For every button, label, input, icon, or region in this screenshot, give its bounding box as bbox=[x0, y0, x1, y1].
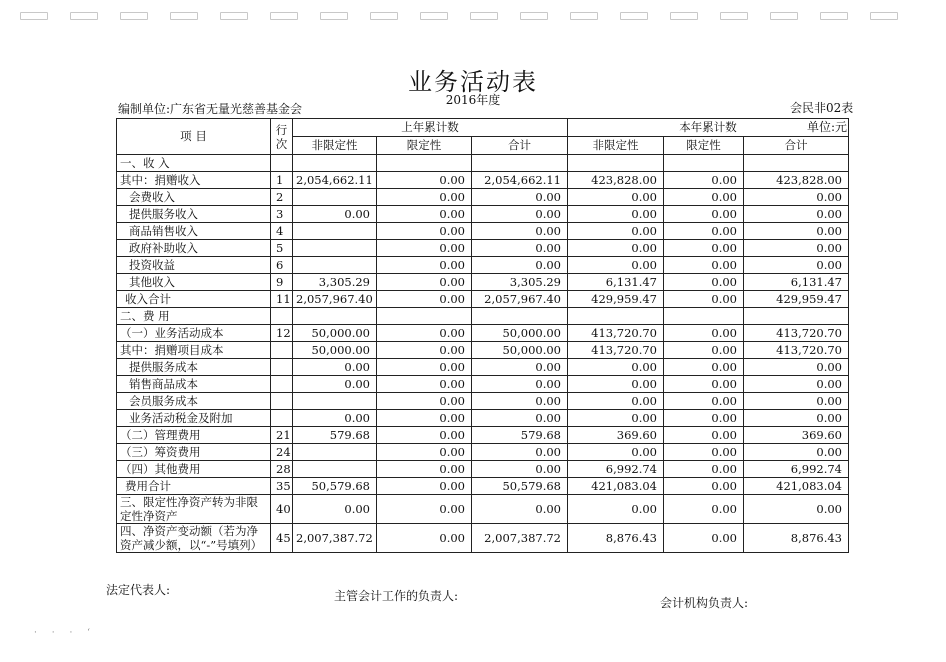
cell-this-total: 0.00 bbox=[744, 495, 849, 524]
table-row bbox=[117, 172, 849, 189]
cell-prev-restricted: 0.00 bbox=[377, 444, 472, 461]
cell-this-total: 413,720.70 bbox=[744, 342, 849, 359]
cell-this-restricted: 0.00 bbox=[664, 274, 744, 291]
row-item-label: 其中：捐赠项目成本 bbox=[117, 342, 271, 359]
cell-prev-total: 0.00 bbox=[472, 410, 568, 427]
row-item-label: 其他收入 bbox=[117, 274, 271, 291]
cell-this-unrestricted: 0.00 bbox=[568, 495, 664, 524]
cell-this-total: 6,992.74 bbox=[744, 461, 849, 478]
cell-prev-restricted: 0.00 bbox=[377, 206, 472, 223]
table-row bbox=[117, 257, 849, 274]
cell-this-unrestricted: 0.00 bbox=[568, 393, 664, 410]
cell-this-unrestricted: 429,959.47 bbox=[568, 291, 664, 308]
table-row bbox=[117, 393, 849, 410]
row-line-number bbox=[271, 410, 293, 427]
organization-label: 编制单位:广东省无量光慈善基金会 bbox=[118, 102, 303, 116]
cell-prev-total: 0.00 bbox=[472, 444, 568, 461]
activity-statement-table bbox=[116, 118, 849, 553]
cell-prev-total: 579.68 bbox=[472, 427, 568, 444]
scan-noise: · · · ‘ bbox=[34, 628, 97, 638]
row-item-label: （三）筹资费用 bbox=[117, 444, 271, 461]
cell-prev-unrestricted: 0.00 bbox=[293, 495, 377, 524]
row-line-number bbox=[271, 342, 293, 359]
cell-this-unrestricted: 413,720.70 bbox=[568, 342, 664, 359]
cell-this-total: 8,876.43 bbox=[744, 524, 849, 553]
header-row-1 bbox=[117, 119, 849, 137]
row-line-number: 35 bbox=[271, 478, 293, 495]
table-row bbox=[117, 291, 849, 308]
header-prev-restricted: 限定性 bbox=[377, 137, 472, 155]
cell-prev-unrestricted: 3,305.29 bbox=[293, 274, 377, 291]
cell-prev-restricted: 0.00 bbox=[377, 524, 472, 553]
cell-prev-unrestricted: 0.00 bbox=[293, 206, 377, 223]
row-item-label: 销售商品成本 bbox=[117, 376, 271, 393]
cell-this-restricted: 0.00 bbox=[664, 342, 744, 359]
table-row bbox=[117, 410, 849, 427]
cell-this-unrestricted: 8,876.43 bbox=[568, 524, 664, 553]
cell-this-unrestricted: 423,828.00 bbox=[568, 172, 664, 189]
cell-prev-total: 0.00 bbox=[472, 359, 568, 376]
cell-prev-total: 50,579.68 bbox=[472, 478, 568, 495]
cell-this-restricted: 0.00 bbox=[664, 189, 744, 206]
table-row bbox=[117, 206, 849, 223]
row-item-label: 提供服务成本 bbox=[117, 359, 271, 376]
cell-this-total: 369.60 bbox=[744, 427, 849, 444]
cell-prev-unrestricted bbox=[293, 257, 377, 274]
form-code: 会民非02表 bbox=[790, 101, 854, 115]
cell-prev-total: 0.00 bbox=[472, 240, 568, 257]
cell-prev-restricted: 0.00 bbox=[377, 410, 472, 427]
row-line-number: 40 bbox=[271, 495, 293, 524]
row-line-number: 21 bbox=[271, 427, 293, 444]
header-this-restricted: 限定性 bbox=[664, 137, 744, 155]
cell-prev-total: 3,305.29 bbox=[472, 274, 568, 291]
cell-prev-unrestricted: 50,000.00 bbox=[293, 342, 377, 359]
table-row bbox=[117, 308, 849, 325]
row-item-label: 政府补助收入 bbox=[117, 240, 271, 257]
table-row bbox=[117, 376, 849, 393]
cell-prev-restricted: 0.00 bbox=[377, 257, 472, 274]
cell-prev-restricted: 0.00 bbox=[377, 291, 472, 308]
cell-this-restricted: 0.00 bbox=[664, 376, 744, 393]
cell-prev-restricted: 0.00 bbox=[377, 325, 472, 342]
cell-this-unrestricted: 0.00 bbox=[568, 189, 664, 206]
cell-prev-total: 2,054,662.11 bbox=[472, 172, 568, 189]
cell-this-unrestricted: 0.00 bbox=[568, 410, 664, 427]
cell-this-restricted: 0.00 bbox=[664, 461, 744, 478]
cell-this-unrestricted: 421,083.04 bbox=[568, 478, 664, 495]
row-item-label: 一、收 入 bbox=[117, 155, 271, 172]
table-row bbox=[117, 189, 849, 206]
table-row bbox=[117, 342, 849, 359]
cell-this-unrestricted bbox=[568, 155, 664, 172]
cell-this-restricted bbox=[664, 155, 744, 172]
cell-prev-total: 0.00 bbox=[472, 461, 568, 478]
cell-prev-unrestricted: 0.00 bbox=[293, 359, 377, 376]
row-item-label: 二、费 用 bbox=[117, 308, 271, 325]
row-line-number bbox=[271, 359, 293, 376]
table-row bbox=[117, 495, 849, 524]
row-line-number bbox=[271, 393, 293, 410]
cell-this-total: 0.00 bbox=[744, 240, 849, 257]
cell-this-unrestricted: 0.00 bbox=[568, 444, 664, 461]
cell-prev-restricted: 0.00 bbox=[377, 223, 472, 240]
accounting-org-head-label: 会计机构负责人: bbox=[660, 596, 749, 610]
cell-prev-restricted: 0.00 bbox=[377, 393, 472, 410]
cell-this-restricted: 0.00 bbox=[664, 359, 744, 376]
currency-unit: 单位:元 bbox=[807, 120, 848, 134]
row-line-number: 45 bbox=[271, 524, 293, 553]
cell-this-total: 0.00 bbox=[744, 410, 849, 427]
cell-this-unrestricted bbox=[568, 308, 664, 325]
cell-this-unrestricted: 0.00 bbox=[568, 240, 664, 257]
cell-prev-restricted: 0.00 bbox=[377, 495, 472, 524]
report-year: 2016年度 bbox=[445, 93, 501, 107]
cell-prev-restricted: 0.00 bbox=[377, 189, 472, 206]
cell-prev-total: 50,000.00 bbox=[472, 342, 568, 359]
table-row bbox=[117, 478, 849, 495]
cell-prev-restricted: 0.00 bbox=[377, 478, 472, 495]
cell-prev-unrestricted: 0.00 bbox=[293, 410, 377, 427]
header-item: 项 目 bbox=[117, 119, 271, 155]
row-line-number: 3 bbox=[271, 206, 293, 223]
cell-prev-unrestricted: 50,000.00 bbox=[293, 325, 377, 342]
scan-border-marks bbox=[20, 12, 926, 22]
row-item-label: （四）其他费用 bbox=[117, 461, 271, 478]
cell-prev-unrestricted: 0.00 bbox=[293, 376, 377, 393]
row-line-number: 9 bbox=[271, 274, 293, 291]
cell-this-restricted: 0.00 bbox=[664, 240, 744, 257]
cell-this-restricted: 0.00 bbox=[664, 410, 744, 427]
cell-prev-unrestricted: 2,054,662.11 bbox=[293, 172, 377, 189]
table-row bbox=[117, 223, 849, 240]
cell-this-restricted: 0.00 bbox=[664, 393, 744, 410]
cell-this-restricted: 0.00 bbox=[664, 291, 744, 308]
cell-prev-unrestricted: 2,007,387.72 bbox=[293, 524, 377, 553]
cell-this-unrestricted: 6,131.47 bbox=[568, 274, 664, 291]
cell-this-restricted: 0.00 bbox=[664, 524, 744, 553]
accounting-head-label: 主管会计工作的负责人: bbox=[334, 589, 459, 603]
table-row bbox=[117, 427, 849, 444]
cell-prev-unrestricted bbox=[293, 444, 377, 461]
header-prev-year: 上年累计数 bbox=[293, 119, 568, 137]
cell-prev-unrestricted: 579.68 bbox=[293, 427, 377, 444]
row-line-number: 6 bbox=[271, 257, 293, 274]
cell-this-unrestricted: 0.00 bbox=[568, 223, 664, 240]
cell-this-unrestricted: 0.00 bbox=[568, 376, 664, 393]
cell-prev-unrestricted: 2,057,967.40 bbox=[293, 291, 377, 308]
cell-prev-unrestricted bbox=[293, 461, 377, 478]
row-line-number: 1 bbox=[271, 172, 293, 189]
legal-representative-label: 法定代表人: bbox=[106, 583, 171, 597]
row-line-number: 28 bbox=[271, 461, 293, 478]
cell-prev-total: 0.00 bbox=[472, 495, 568, 524]
cell-this-total: 0.00 bbox=[744, 206, 849, 223]
table-row bbox=[117, 444, 849, 461]
cell-prev-total bbox=[472, 155, 568, 172]
cell-prev-total: 0.00 bbox=[472, 257, 568, 274]
row-line-number bbox=[271, 308, 293, 325]
cell-prev-restricted: 0.00 bbox=[377, 359, 472, 376]
row-line-number bbox=[271, 155, 293, 172]
cell-this-total: 0.00 bbox=[744, 444, 849, 461]
cell-prev-unrestricted bbox=[293, 223, 377, 240]
cell-prev-restricted: 0.00 bbox=[377, 461, 472, 478]
cell-this-restricted: 0.00 bbox=[664, 495, 744, 524]
row-item-label: 费用合计 bbox=[117, 478, 271, 495]
cell-prev-unrestricted bbox=[293, 240, 377, 257]
cell-prev-total: 0.00 bbox=[472, 223, 568, 240]
header-this-total: 合计 bbox=[744, 137, 849, 155]
table-row bbox=[117, 274, 849, 291]
cell-prev-unrestricted bbox=[293, 189, 377, 206]
header-prev-unrestricted: 非限定性 bbox=[293, 137, 377, 155]
row-item-label: 会费收入 bbox=[117, 189, 271, 206]
cell-this-total: 0.00 bbox=[744, 393, 849, 410]
cell-prev-restricted: 0.00 bbox=[377, 172, 472, 189]
cell-this-total: 0.00 bbox=[744, 376, 849, 393]
cell-prev-total: 2,007,387.72 bbox=[472, 524, 568, 553]
row-line-number: 5 bbox=[271, 240, 293, 257]
header-line: 行次 bbox=[271, 119, 293, 155]
cell-this-unrestricted: 6,992.74 bbox=[568, 461, 664, 478]
cell-this-total: 6,131.47 bbox=[744, 274, 849, 291]
cell-this-unrestricted: 0.00 bbox=[568, 359, 664, 376]
cell-this-unrestricted: 369.60 bbox=[568, 427, 664, 444]
header-this-year: 本年累计数 bbox=[568, 119, 849, 137]
cell-prev-total: 0.00 bbox=[472, 189, 568, 206]
row-item-label: （二）管理费用 bbox=[117, 427, 271, 444]
row-line-number: 12 bbox=[271, 325, 293, 342]
cell-prev-total: 0.00 bbox=[472, 206, 568, 223]
cell-this-restricted: 0.00 bbox=[664, 325, 744, 342]
row-item-label: 业务活动税金及附加 bbox=[117, 410, 271, 427]
cell-this-total: 423,828.00 bbox=[744, 172, 849, 189]
cell-prev-unrestricted bbox=[293, 155, 377, 172]
cell-this-total: 0.00 bbox=[744, 223, 849, 240]
cell-prev-unrestricted: 50,579.68 bbox=[293, 478, 377, 495]
cell-this-unrestricted: 0.00 bbox=[568, 206, 664, 223]
cell-prev-restricted: 0.00 bbox=[377, 342, 472, 359]
row-item-label: （一）业务活动成本 bbox=[117, 325, 271, 342]
cell-prev-restricted: 0.00 bbox=[377, 240, 472, 257]
cell-prev-total: 50,000.00 bbox=[472, 325, 568, 342]
row-item-label: 商品销售收入 bbox=[117, 223, 271, 240]
header-this-unrestricted: 非限定性 bbox=[568, 137, 664, 155]
cell-prev-restricted bbox=[377, 155, 472, 172]
cell-this-restricted: 0.00 bbox=[664, 427, 744, 444]
cell-prev-restricted: 0.00 bbox=[377, 427, 472, 444]
cell-this-total bbox=[744, 155, 849, 172]
cell-this-restricted: 0.00 bbox=[664, 223, 744, 240]
row-line-number: 2 bbox=[271, 189, 293, 206]
table-row bbox=[117, 359, 849, 376]
row-line-number: 24 bbox=[271, 444, 293, 461]
header-prev-total: 合计 bbox=[472, 137, 568, 155]
table-row bbox=[117, 461, 849, 478]
cell-prev-restricted: 0.00 bbox=[377, 376, 472, 393]
row-item-label: 收入合计 bbox=[117, 291, 271, 308]
row-item-label: 提供服务收入 bbox=[117, 206, 271, 223]
cell-this-total bbox=[744, 308, 849, 325]
cell-prev-unrestricted bbox=[293, 393, 377, 410]
cell-this-total: 0.00 bbox=[744, 257, 849, 274]
table-row bbox=[117, 240, 849, 257]
table-row bbox=[117, 524, 849, 553]
row-line-number bbox=[271, 376, 293, 393]
cell-this-restricted: 0.00 bbox=[664, 478, 744, 495]
cell-prev-total bbox=[472, 308, 568, 325]
row-item-label: 其中：捐赠收入 bbox=[117, 172, 271, 189]
cell-this-unrestricted: 0.00 bbox=[568, 257, 664, 274]
table-row bbox=[117, 325, 849, 342]
cell-this-restricted: 0.00 bbox=[664, 444, 744, 461]
cell-prev-total: 0.00 bbox=[472, 393, 568, 410]
row-item-label: 会员服务成本 bbox=[117, 393, 271, 410]
cell-this-restricted: 0.00 bbox=[664, 172, 744, 189]
cell-prev-restricted: 0.00 bbox=[377, 274, 472, 291]
row-line-number: 11 bbox=[271, 291, 293, 308]
row-line-number: 4 bbox=[271, 223, 293, 240]
table-row bbox=[117, 155, 849, 172]
cell-this-unrestricted: 413,720.70 bbox=[568, 325, 664, 342]
cell-this-restricted: 0.00 bbox=[664, 257, 744, 274]
row-item-label: 投资收益 bbox=[117, 257, 271, 274]
cell-prev-restricted bbox=[377, 308, 472, 325]
cell-this-total: 413,720.70 bbox=[744, 325, 849, 342]
cell-this-restricted bbox=[664, 308, 744, 325]
cell-this-total: 421,083.04 bbox=[744, 478, 849, 495]
cell-this-total: 0.00 bbox=[744, 359, 849, 376]
row-item-label: 四、净资产变动额（若为净资产减少额，以“-”号填列） bbox=[117, 524, 271, 553]
cell-this-restricted: 0.00 bbox=[664, 206, 744, 223]
document-title: 业务活动表 bbox=[408, 68, 538, 96]
cell-prev-total: 0.00 bbox=[472, 376, 568, 393]
cell-this-total: 0.00 bbox=[744, 189, 849, 206]
row-item-label: 三、限定性净资产转为非限定性净资产 bbox=[117, 495, 271, 524]
cell-prev-total: 2,057,967.40 bbox=[472, 291, 568, 308]
cell-prev-unrestricted bbox=[293, 308, 377, 325]
cell-this-total: 429,959.47 bbox=[744, 291, 849, 308]
